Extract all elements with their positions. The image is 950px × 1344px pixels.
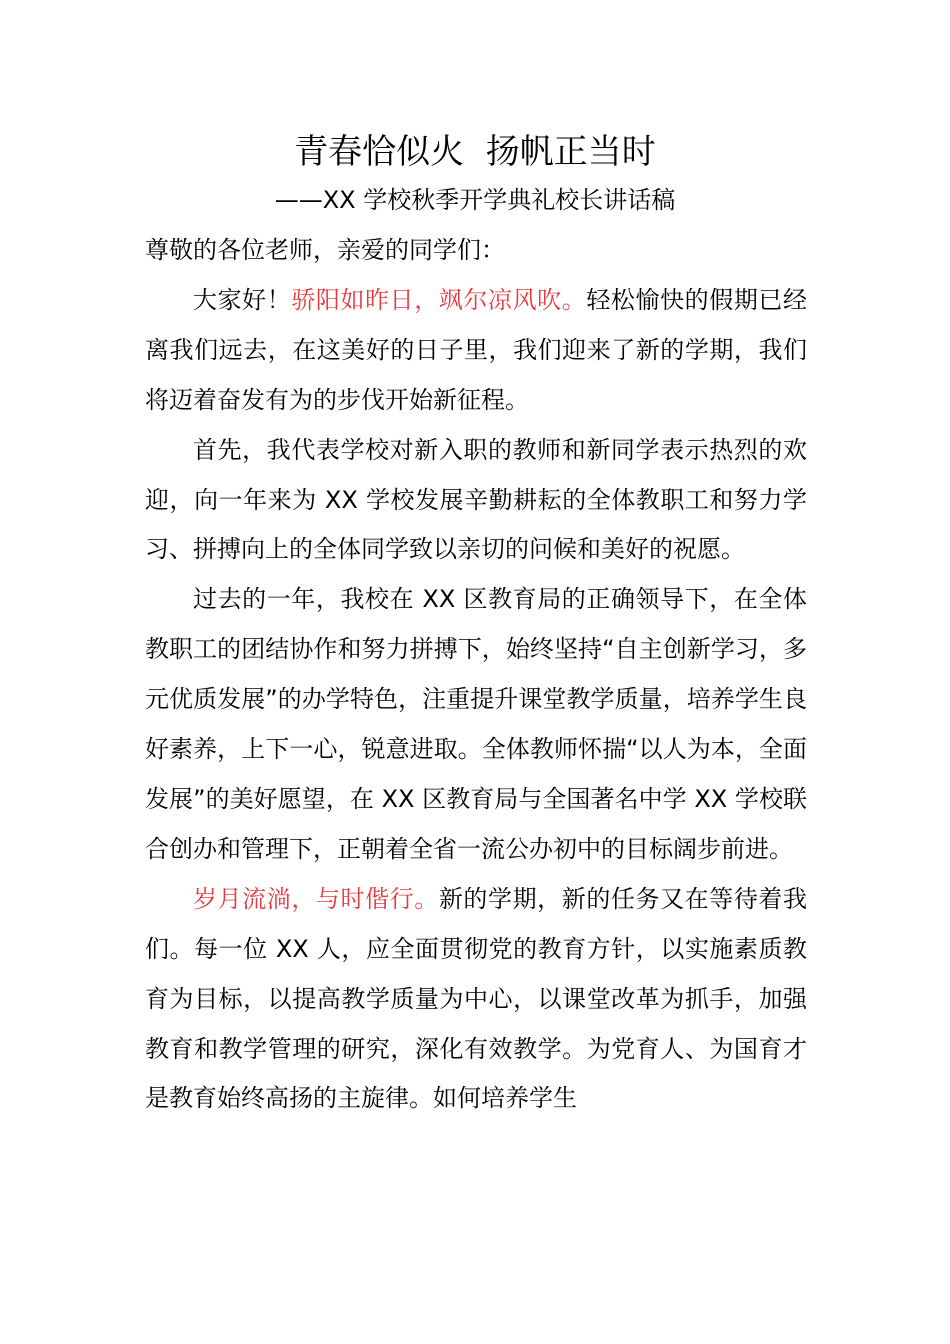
paragraph-1 (145, 276, 807, 426)
paragraph-4-text: 新的学期，新的任务又在等待着我们。每一位 XX 人，应全面贯彻党的教育方针，以实施素质教育为目标，以提高教学质量为中心，以课堂改革为抓手，加强教育和教学管理的研究，深化有效教学。为党育人、为国育才是教育始终高扬的主旋律。如何培养学生 (145, 884, 808, 1113)
paragraph-4 (145, 875, 807, 1125)
document-title: 青春恰似火 扬帆正当时 (294, 132, 656, 172)
paragraph-1-lead: 大家好！ (193, 285, 292, 314)
paragraph-2: 首先，我代表学校对新入职的教师和新同学表示热烈的欢迎，向一年来为 XX 学校发展辛勤耕耘的全体教职工和努力学习、拼搏向上的全体同学致以亲切的问候和美好的祝愿。 (145, 435, 807, 564)
paragraph-3: 过去的一年，我校在 XX 区教育局的正确领导下，在全体教职工的团结协作和努力拼搏下，始终坚持“自主创新学习，多元优质发展”的办学特色，注重提升课堂教学质量，培养学生良好素养，上下一心，锐意进取。全体教师怀揣“以人为本，全面发展”的美好愿望，在 XX 区教育局与全国著名中学 XX 学校联合创办和管理下，正朝着全省一流公办初中的目标阔步前进。 (145, 585, 807, 863)
paragraph-1-text: 轻松愉快的假期已经离我们远去，在这美好的日子里，我们迎来了新的学期，我们将迈着奋发有为的步伐开始新征程。 (145, 285, 808, 414)
paragraph-1-red-text: 骄阳如昨日，飒尔凉风吹。 (291, 285, 587, 314)
greeting: 尊敬的各位老师，亲爱的同学们： (145, 236, 505, 264)
paragraph-4-red-text: 岁月流淌，与时偕行。 (193, 884, 439, 913)
document-subtitle: ——XX 学校秋季开学典礼校长讲话稿 (274, 186, 676, 214)
document-body (145, 226, 807, 1124)
